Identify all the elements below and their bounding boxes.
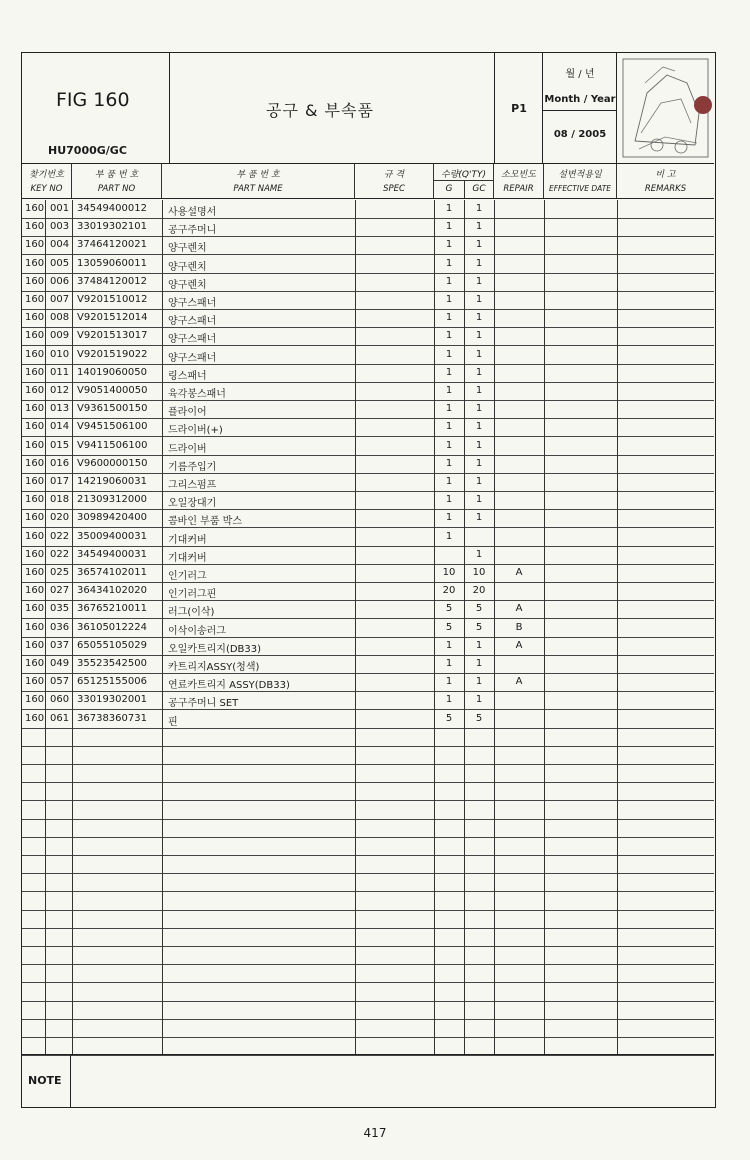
cell-fig: 160	[25, 457, 45, 469]
cell-fig: 160	[25, 476, 45, 487]
cell-gc: 1	[475, 312, 483, 324]
cell-part-no: 36738360731	[77, 712, 147, 724]
col-key: 찾기번호 KEY NO	[22, 164, 72, 198]
table-row	[22, 873, 714, 892]
cell-key: 022	[50, 548, 70, 560]
cell-key: 009	[50, 330, 70, 342]
cell-name: 오일장대기	[168, 498, 217, 510]
table-row	[22, 236, 714, 255]
page-number: 417	[363, 1126, 387, 1140]
cell-name: 양구스패너	[168, 298, 217, 309]
cell-name: 사용설명서	[168, 207, 217, 218]
cell-g: 1	[445, 530, 453, 542]
table-row	[22, 837, 714, 856]
cell-g: 1	[445, 439, 453, 451]
cell-fig: 160	[25, 567, 45, 578]
cell-key: 057	[50, 676, 70, 688]
cell-fig: 160	[25, 239, 45, 251]
cell-gc: 1	[475, 366, 483, 378]
cell-part-no: 65055105029	[77, 639, 147, 651]
cell-part-no: V9600000150	[77, 457, 148, 469]
cell-part-no: 37484120012	[77, 275, 147, 287]
cell-g: 1	[445, 312, 453, 324]
cell-g: 1	[445, 257, 453, 269]
cell-part-no: 14219060031	[77, 476, 147, 487]
cell-name: 콤바인 부품 박스	[168, 516, 242, 528]
note-label: NOTE	[28, 1074, 62, 1087]
header	[22, 53, 714, 164]
cell-part-no: V9201513017	[77, 330, 148, 342]
table-row	[22, 218, 714, 237]
table-row	[22, 400, 714, 419]
cell-key: 008	[50, 312, 70, 324]
cell-name: 러그(이삭)	[168, 607, 215, 619]
cell-fig: 160	[25, 548, 45, 560]
table-row	[22, 291, 714, 310]
table-row	[22, 582, 714, 601]
cell-g: 1	[445, 403, 453, 415]
table-row	[22, 619, 714, 638]
cell-fig: 160	[25, 621, 45, 633]
fig-number: FIG 160	[56, 89, 130, 111]
cell-key: 010	[50, 348, 70, 360]
cell-g: 1	[445, 366, 453, 378]
page-cell	[495, 53, 543, 163]
cell-name: 공구주머니 SET	[168, 698, 239, 710]
table-row	[22, 364, 714, 383]
cell-fig: 160	[25, 530, 45, 542]
cell-g: 1	[445, 330, 453, 342]
month-year-kr: 월 / 년	[565, 69, 595, 80]
cell-repair: A	[515, 567, 523, 578]
cell-name: 양구렌치	[168, 261, 207, 273]
cell-gc: 5	[475, 621, 483, 633]
table-row	[22, 728, 714, 747]
cell-g: 1	[445, 203, 453, 214]
cell-gc: 1	[475, 239, 483, 251]
cell-repair: A	[515, 676, 523, 688]
table-row	[22, 273, 714, 292]
col-remarks: 비 고 REMARKS	[644, 170, 687, 194]
cell-part-no: 36105012224	[77, 621, 147, 633]
table-row	[22, 746, 714, 765]
cell-part-no: V9361500150	[77, 403, 148, 415]
cell-part-no: 36574102011	[77, 567, 147, 578]
cell-fig: 160	[25, 294, 45, 305]
cell-gc: 1	[475, 476, 483, 487]
cell-name: 카트리지ASSY(청색)	[168, 662, 260, 673]
cell-fig: 160	[25, 348, 45, 360]
table-row	[22, 691, 714, 710]
table-row	[22, 928, 714, 947]
cell-fig: 160	[25, 257, 45, 269]
table-row	[22, 892, 714, 911]
cell-gc: 1	[475, 221, 483, 233]
cell-fig: 160	[25, 585, 45, 597]
cell-gc: 1	[475, 385, 483, 396]
cell-gc: 20	[472, 585, 486, 597]
cell-fig: 160	[25, 639, 45, 651]
cell-name: 육각봉스패너	[168, 389, 226, 400]
cell-fig: 160	[25, 603, 45, 615]
cell-g: 20	[442, 585, 456, 597]
cell-part-no: 34549400031	[77, 548, 147, 560]
cell-fig: 160	[25, 676, 45, 688]
cell-gc: 1	[475, 457, 483, 469]
cell-part-no: 13059060011	[77, 257, 147, 269]
cell-gc: 1	[475, 512, 483, 524]
model-name: HU7000G/GC	[48, 144, 127, 157]
cell-key: 018	[50, 494, 70, 506]
cell-name: 인기러그	[168, 571, 207, 582]
cell-name: 드라이버	[168, 443, 207, 455]
cell-part-no: 36434102020	[77, 585, 147, 597]
cell-part-no: 35523542500	[77, 658, 147, 669]
cell-repair: A	[515, 603, 523, 615]
cell-fig: 160	[25, 203, 45, 214]
cell-key: 060	[50, 694, 70, 706]
table-row	[22, 801, 714, 820]
cell-g: 1	[445, 348, 453, 360]
cell-gc: 1	[475, 676, 483, 688]
cell-gc: 1	[475, 330, 483, 342]
cell-g: 5	[445, 712, 453, 724]
cell-g: 1	[445, 385, 453, 396]
cell-part-no: V9201510012	[77, 294, 148, 305]
cell-gc: 1	[475, 294, 483, 305]
cell-part-no: V9201512014	[77, 312, 148, 324]
cell-repair: A	[515, 639, 523, 651]
cell-g: 5	[445, 621, 453, 633]
table-row	[22, 710, 714, 729]
cell-name: 기름주입기	[168, 461, 217, 473]
table-row	[22, 1001, 714, 1020]
month-year-cell	[543, 53, 617, 163]
cell-name: 기대커버	[168, 552, 207, 564]
cell-part-no: 35009400031	[77, 530, 147, 542]
table-row	[22, 655, 714, 674]
cell-key: 036	[50, 621, 70, 633]
table-row	[22, 564, 714, 583]
cell-name: 양구렌치	[168, 279, 207, 291]
month-year-en: Month / Year	[544, 94, 616, 105]
cell-part-no: 37464120021	[77, 239, 147, 251]
table-row	[22, 673, 714, 692]
cell-fig: 160	[25, 494, 45, 506]
table-row	[22, 819, 714, 838]
cell-name: 연료카트리지 ASSY(DB33)	[168, 680, 290, 692]
cell-name: 이삭이송러그	[168, 625, 226, 637]
cell-gc: 1	[475, 439, 483, 451]
cell-part-no: V9451506100	[77, 421, 148, 433]
table-row	[22, 855, 714, 874]
cell-name: 양구스패너	[168, 316, 217, 328]
cell-name: 양구스패너	[168, 352, 217, 364]
page-code: P1	[511, 102, 527, 115]
cell-fig: 160	[25, 312, 45, 324]
illustration-cell	[617, 53, 714, 163]
cell-fig: 160	[25, 330, 45, 342]
cell-key: 061	[50, 712, 70, 724]
cell-name: 그리스펌프	[168, 480, 217, 491]
combine-harvester-illustration	[617, 53, 714, 163]
table-row	[22, 637, 714, 656]
cell-g: 1	[445, 275, 453, 287]
title-cell	[170, 53, 495, 163]
cell-key: 035	[50, 603, 70, 615]
cell-gc: 1	[475, 639, 483, 651]
cell-key: 012	[50, 385, 70, 396]
col-effective-date: 설변적용일 EFFECTIVE DATE	[544, 164, 617, 198]
cell-key: 037	[50, 639, 70, 651]
table-row	[22, 346, 714, 365]
cell-name: 핀	[168, 716, 178, 728]
cell-key: 017	[50, 476, 70, 487]
cell-g: 1	[445, 658, 453, 669]
cell-gc: 1	[475, 658, 483, 669]
cell-part-no: V9051400050	[77, 385, 148, 396]
table-row	[22, 546, 714, 565]
cell-name: 오일카트리지(DB33)	[168, 643, 262, 655]
cell-fig: 160	[25, 421, 45, 433]
cell-name: 양구스패너	[168, 334, 217, 346]
cell-g: 1	[445, 421, 453, 433]
cell-part-no: V9411506100	[77, 439, 148, 451]
cell-key: 001	[50, 203, 70, 214]
cell-key: 049	[50, 658, 70, 669]
parts-list-sheet	[21, 52, 716, 1108]
cell-fig: 160	[25, 512, 45, 524]
table-row	[22, 528, 714, 547]
table-row	[22, 418, 714, 437]
cell-key: 004	[50, 239, 70, 251]
col-part-no: 부 품 번 호 PART NO	[72, 164, 162, 198]
page-title: 공구 & 부속품	[266, 101, 374, 120]
cell-gc: 1	[475, 257, 483, 269]
table-row	[22, 1019, 714, 1038]
cell-key: 016	[50, 457, 70, 469]
cell-repair: B	[515, 621, 523, 633]
table-row	[22, 910, 714, 929]
cell-fig: 160	[25, 403, 45, 415]
cell-fig: 160	[25, 221, 45, 233]
cell-part-no: V9201519022	[77, 348, 148, 360]
cell-g: 1	[445, 694, 453, 706]
cell-g: 5	[445, 603, 453, 615]
cell-part-no: 14019060050	[77, 366, 147, 378]
cell-gc: 5	[475, 712, 483, 724]
cell-part-no: 34549400012	[77, 203, 147, 214]
cell-name: 공구주머니	[168, 225, 217, 237]
cell-gc: 1	[475, 421, 483, 433]
table-row	[22, 473, 714, 492]
cell-name: 플라이어	[168, 407, 207, 419]
cell-g: 1	[445, 294, 453, 305]
table-row	[22, 946, 714, 965]
cell-key: 006	[50, 275, 70, 287]
table-row	[22, 455, 714, 474]
table-row	[22, 964, 714, 983]
table-row	[22, 764, 714, 783]
cell-fig: 160	[25, 366, 45, 378]
cell-gc: 10	[472, 567, 486, 578]
table-row	[22, 983, 714, 1002]
cell-key: 020	[50, 512, 70, 524]
table-row	[22, 255, 714, 274]
cell-gc: 1	[475, 348, 483, 360]
table-row	[22, 491, 714, 510]
cell-g: 1	[445, 239, 453, 251]
month-year-value: 08 / 2005	[553, 129, 607, 140]
cell-part-no: 33019302101	[77, 221, 147, 233]
cell-part-no: 30989420400	[77, 512, 147, 524]
table-row	[22, 437, 714, 456]
cell-g: 1	[445, 457, 453, 469]
cell-name: 인기러그핀	[168, 589, 217, 601]
cell-gc: 1	[475, 694, 483, 706]
table-row	[22, 382, 714, 401]
cell-gc: 1	[475, 403, 483, 415]
cell-key: 027	[50, 585, 70, 597]
table-row	[22, 200, 714, 219]
table-row	[22, 309, 714, 328]
table-row	[22, 327, 714, 346]
cell-key: 003	[50, 221, 70, 233]
cell-key: 015	[50, 439, 70, 451]
cell-part-no: 21309312000	[77, 494, 147, 506]
cell-g: 10	[442, 567, 456, 578]
column-headers	[22, 164, 714, 199]
cell-g: 1	[445, 639, 453, 651]
col-qty: 수량(Q'TY) G GC	[434, 164, 494, 198]
cell-g: 1	[445, 476, 453, 487]
cell-name: 기대커버	[168, 534, 207, 546]
cell-fig: 160	[25, 385, 45, 396]
fig-cell	[22, 53, 170, 163]
cell-gc: 1	[475, 548, 483, 560]
cell-gc: 1	[475, 203, 483, 214]
col-part-name: 부 품 번 호 PART NAME	[162, 164, 355, 198]
cell-name: 드라이버(+)	[168, 425, 223, 437]
cell-gc: 1	[475, 494, 483, 506]
cell-key: 025	[50, 567, 70, 578]
cell-gc: 1	[475, 275, 483, 287]
cell-key: 013	[50, 403, 70, 415]
cell-fig: 160	[25, 712, 45, 724]
cell-key: 005	[50, 257, 70, 269]
cell-fig: 160	[25, 694, 45, 706]
table-row	[22, 509, 714, 528]
cell-g: 1	[445, 512, 453, 524]
cell-name: 양구렌치	[168, 243, 207, 255]
cell-g: 1	[445, 676, 453, 688]
col-repair: 소모빈도 REPAIR	[494, 164, 544, 198]
cell-part-no: 33019302001	[77, 694, 147, 706]
col-spec: 규 격 SPEC	[355, 164, 434, 198]
cell-key: 011	[50, 366, 70, 378]
table-row	[22, 782, 714, 801]
cell-part-no: 36765210011	[77, 603, 147, 615]
cell-key: 014	[50, 421, 70, 433]
cell-key: 022	[50, 530, 70, 542]
cell-part-no: 65125155006	[77, 676, 147, 688]
cell-key: 007	[50, 294, 70, 305]
cell-name: 링스패너	[168, 370, 207, 382]
cell-gc: 5	[475, 603, 483, 615]
cell-g: 1	[445, 494, 453, 506]
cell-fig: 160	[25, 658, 45, 669]
note-section	[22, 1054, 714, 1107]
cell-fig: 160	[25, 275, 45, 287]
cell-g: 1	[445, 221, 453, 233]
cell-fig: 160	[25, 439, 45, 451]
table-row	[22, 600, 714, 619]
